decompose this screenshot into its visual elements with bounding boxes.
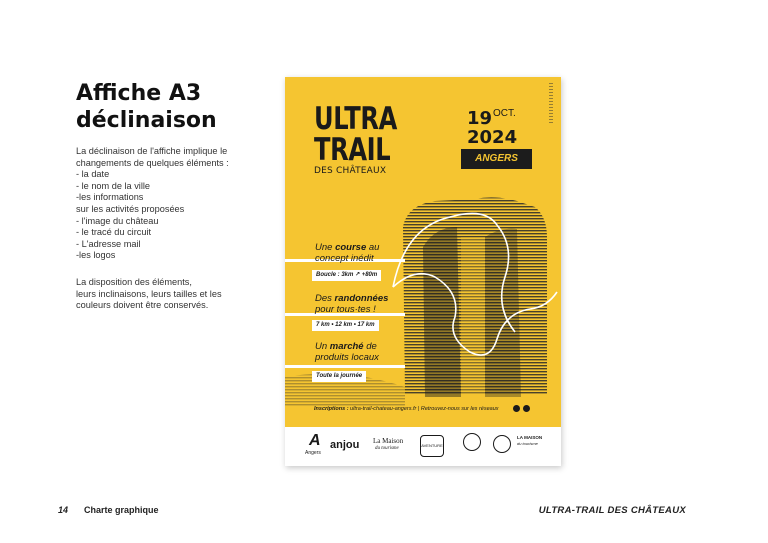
date-month: OCT. bbox=[493, 108, 516, 119]
desc-line: - L'adresse mail bbox=[76, 238, 141, 249]
logo-angers: Angers bbox=[305, 450, 321, 456]
footer-label: Charte graphique bbox=[84, 505, 159, 515]
note-line: couleurs doivent être conservés. bbox=[76, 300, 209, 311]
title-line3: DES CHÂTEAUX bbox=[314, 166, 387, 176]
desc-line: -les logos bbox=[76, 250, 116, 261]
heading-line1: Affiche A3 bbox=[76, 81, 202, 106]
logo-maison-small-sub: du tourisme bbox=[517, 441, 538, 446]
feature-course-pill: Boucle : 3km ↗ +80m bbox=[312, 270, 381, 281]
desc-line: changements de quelques éléments : bbox=[76, 157, 229, 168]
feature-band bbox=[285, 365, 405, 368]
feature-randonnees-pill: 7 km • 12 km • 17 km bbox=[312, 320, 379, 331]
heading-line2: déclinaison bbox=[76, 108, 217, 133]
poster-preview bbox=[285, 77, 561, 466]
title-line2: TRAIL bbox=[314, 132, 391, 168]
logo-badge-2 bbox=[493, 435, 511, 453]
feature-marche-pill: Toute la journée bbox=[312, 371, 366, 382]
logo-maison-sub: du tourisme bbox=[375, 446, 399, 451]
logo-maison: La Maison bbox=[373, 437, 404, 445]
instagram-icon bbox=[523, 405, 530, 412]
page-heading bbox=[76, 80, 286, 134]
title-line1: ULTRA bbox=[314, 101, 397, 137]
desc-line: - le tracé du circuit bbox=[76, 227, 152, 238]
note-line: La disposition des éléments, bbox=[76, 277, 192, 287]
logo-badge-1 bbox=[463, 433, 481, 451]
poster-title bbox=[314, 101, 420, 177]
note-text bbox=[76, 277, 276, 312]
logo-maison-small: LA MAISON bbox=[517, 435, 543, 440]
date-day: 19 bbox=[467, 108, 493, 129]
note-line: leurs inclinaisons, leurs tailles et les bbox=[76, 288, 222, 299]
feature-randonnees: Des randonnées pour tous·tes ! bbox=[315, 293, 389, 315]
logo-anjou: anjou bbox=[330, 439, 360, 451]
desc-line: sur les activités proposées bbox=[76, 203, 185, 214]
desc-line: - l'image du château bbox=[76, 215, 159, 226]
page-number: 14 bbox=[58, 505, 69, 515]
feature-course: Une course au concept inédit bbox=[315, 242, 380, 264]
desc-line: -les informations bbox=[76, 192, 144, 203]
description-text bbox=[76, 146, 276, 262]
date-year: 2024 bbox=[467, 127, 518, 148]
inscriptions-line: Inscriptions : ultra-trail-chateau-angers.fr | Retrouvez-nous sur les réseaux bbox=[314, 406, 499, 412]
desc-line: - le nom de la ville bbox=[76, 180, 151, 191]
desc-line: - la date bbox=[76, 169, 110, 180]
city-badge: ANGERS bbox=[461, 149, 532, 169]
vertical-mark bbox=[549, 83, 553, 123]
facebook-icon bbox=[513, 405, 520, 412]
logo-angers-mark: A bbox=[309, 432, 321, 449]
feature-marche: Un marché de produits locaux bbox=[315, 341, 379, 363]
logo-aventure: AVENTURE bbox=[420, 435, 444, 457]
footer-document-title: ULTRA-TRAIL DES CHÂTEAUX bbox=[538, 505, 686, 516]
desc-line: La déclinaison de l'affiche implique le bbox=[76, 146, 228, 156]
